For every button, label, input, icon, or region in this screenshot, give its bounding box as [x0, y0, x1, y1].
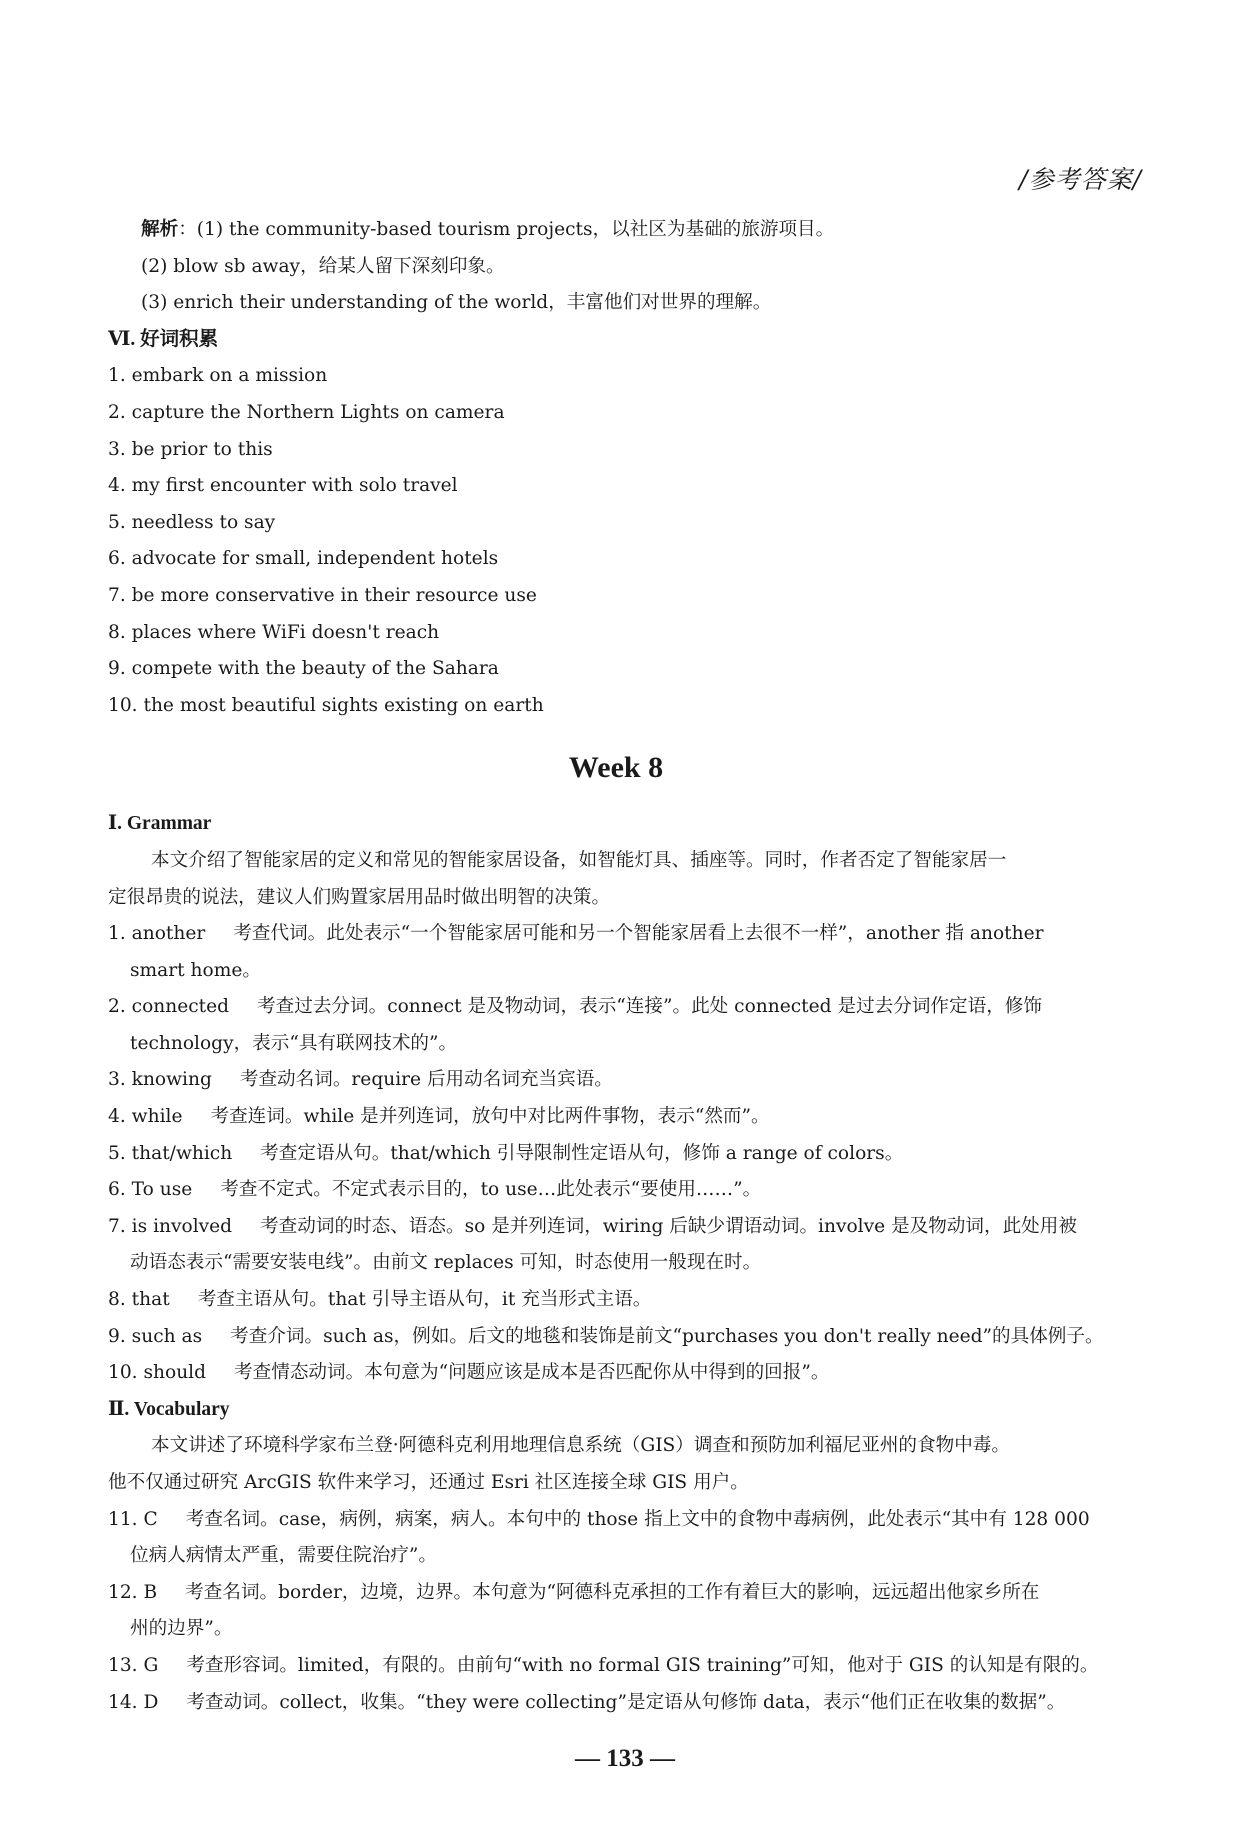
answer-explanation-continued: 位病人病情太严重，需要住院治疗”。 — [130, 1545, 438, 1567]
answer-number: 5. — [108, 1142, 126, 1164]
answer-explanation: 考查名词。border，边境，边界。本句意为“阿德科克承担的工作有着巨大的影响，远远超出他家乡所在 — [185, 1581, 1040, 1603]
vocabulary-intro-line: 本文讲述了环境科学家布兰登·阿德科克利用地理信息系统（GIS）调查和预防加利福尼亚州的食物中毒。 — [151, 1435, 1010, 1457]
answer-item — [108, 1282, 1124, 1319]
good-word-item: 10. the most beautiful sights existing on earth — [108, 694, 544, 716]
grammar-intro-line: 定很昂贵的说法，建议人们购置家居用品时做出明智的决策。 — [108, 886, 611, 908]
answer-item — [108, 989, 1124, 1026]
answer-value: G — [143, 1654, 159, 1676]
answer-number: 1. — [108, 923, 126, 945]
answer-explanation-continued: 州的边界”。 — [130, 1618, 233, 1640]
answer-item — [108, 1099, 1124, 1136]
grammar-answers — [108, 916, 1124, 1392]
answer-item — [108, 1062, 1124, 1099]
answer-explanation: 考查动名词。require 后用动名词充当宾语。 — [239, 1069, 613, 1091]
answer-explanation-continued: 动语态表示“需要安装电线”。由前文 replaces 可知，时态使用一般现在时。 — [130, 1252, 762, 1274]
answer-number: 13. — [108, 1654, 138, 1676]
vocabulary-intro-line: 他不仅通过研究 ArcGIS 软件来学习，还通过 Esri 社区连接全球 GIS 用户。 — [108, 1472, 749, 1493]
answer-value: such as — [131, 1325, 203, 1347]
good-word-item: 2. capture the Northern Lights on camera — [108, 401, 505, 423]
section-heading-grammar: Ⅰ. Grammar — [108, 813, 212, 835]
good-word-item: 4. my first encounter with solo travel — [108, 475, 458, 497]
answer-explanation: 考查代词。此处表示“一个智能家居可能和另一个智能家居看上去很不一样”，another 指 another — [233, 923, 1044, 945]
answer-item — [108, 1502, 1124, 1539]
answer-explanation-continued: smart home。 — [130, 959, 261, 981]
good-word-item: 3. be prior to this — [108, 438, 273, 460]
answer-explanation: 考查定语从句。that/which 引导限制性定语从句，修饰 a range of colors。 — [260, 1142, 904, 1164]
answer-item — [108, 916, 1124, 953]
answer-item — [108, 1648, 1124, 1685]
answer-value: that — [131, 1289, 170, 1311]
answer-item — [108, 1685, 1124, 1722]
answer-number: 8. — [108, 1289, 126, 1311]
analysis-line: (3) enrich their understanding of the world，丰富他们对世界的理解。 — [141, 292, 772, 314]
answer-item — [108, 1355, 1124, 1392]
analysis-line — [108, 212, 1124, 249]
answer-number: 7. — [108, 1215, 126, 1237]
answer-explanation: 考查动词的时态、语态。so 是并列连词，wiring 后缺少谓语动词。involve 是及物动词，此处用被 — [260, 1215, 1077, 1237]
week-title: Week 8 — [568, 751, 664, 785]
answer-value: is involved — [131, 1215, 233, 1237]
answer-value: To use — [131, 1179, 193, 1201]
answer-value: D — [143, 1691, 159, 1713]
answer-value: knowing — [131, 1069, 212, 1091]
answer-number: 9. — [108, 1325, 126, 1347]
answer-explanation: 考查动词。collect，收集。“they were collecting”是定语从句修饰 data，表示“他们正在收集的数据”。 — [186, 1691, 1066, 1713]
section-tag: /参考答案/ — [1019, 165, 1142, 194]
answer-value: C — [143, 1508, 158, 1530]
answer-item — [108, 1136, 1124, 1173]
answer-number: 14. — [108, 1691, 138, 1713]
answer-number: 3. — [108, 1069, 126, 1091]
answer-explanation: 考查连词。while 是并列连词，放句中对比两件事物，表示“然而”。 — [210, 1106, 770, 1128]
analysis-text: ：(1) the community-based tourism projects，以社区为基础的旅游项目。 — [178, 219, 835, 240]
answer-value: while — [131, 1106, 183, 1128]
answer-value: connected — [131, 996, 230, 1018]
good-word-item: 7. be more conservative in their resource use — [108, 584, 537, 606]
page-number: — 133 — — [575, 1745, 675, 1772]
answer-explanation: 考查过去分词。connect 是及物动词，表示“连接”。此处 connected 是过去分词作定语，修饰 — [257, 996, 1042, 1018]
analysis-label: 解析 — [141, 219, 179, 240]
answer-value: B — [143, 1581, 158, 1603]
answer-value: another — [131, 923, 206, 945]
section-heading-vocabulary: Ⅱ. Vocabulary — [108, 1398, 230, 1420]
answer-item — [108, 1172, 1124, 1209]
good-word-item: 5. needless to say — [108, 511, 276, 533]
answer-number: 2. — [108, 996, 126, 1018]
answer-number: 10. — [108, 1362, 138, 1384]
answer-value: that/which — [131, 1142, 233, 1164]
answer-number: 11. — [108, 1508, 138, 1530]
vocabulary-answers — [108, 1502, 1124, 1722]
answer-number: 12. — [108, 1581, 138, 1603]
good-word-item: 1. embark on a mission — [108, 365, 328, 387]
answer-item — [108, 1319, 1124, 1356]
answer-explanation: 考查形容词。limited，有限的。由前句“with no formal GIS training”可知，他对于 GIS 的认知是有限的。 — [186, 1654, 1099, 1676]
answer-explanation: 考查名词。case，病例，病案，病人。本句中的 those 指上文中的食物中毒病例，此处表示“其中有 128 000 — [185, 1508, 1090, 1530]
answer-explanation: 考查不定式。不定式表示目的，to use…此处表示“要使用……”。 — [220, 1179, 762, 1201]
answer-item — [108, 1575, 1124, 1612]
answer-number: 6. — [108, 1179, 126, 1201]
answer-explanation: 考查介词。such as，例如。后文的地毯和装饰是前文“purchases you don't really need”的具体例子。 — [230, 1325, 1104, 1347]
answer-content — [108, 212, 1124, 1721]
section-heading-good-words: Ⅵ. 好词积累 — [108, 328, 219, 350]
answer-explanation-continued: technology，表示“具有联网技术的”。 — [130, 1032, 458, 1054]
good-words-list — [108, 358, 1124, 724]
answer-number: 4. — [108, 1106, 126, 1128]
grammar-intro-line: 本文介绍了智能家居的定义和常见的智能家居设备，如智能灯具、插座等。同时，作者否定了智能家居一 — [151, 849, 1007, 871]
answer-explanation: 考查情态动词。本句意为“问题应该是成本是否匹配你从中得到的回报”。 — [234, 1362, 830, 1384]
analysis-line: (2) blow sb away，给某人留下深刻印象。 — [141, 255, 505, 277]
good-word-item: 6. advocate for small, independent hotels — [108, 548, 499, 570]
answer-value: should — [143, 1362, 207, 1384]
answer-explanation: 考查主语从句。that 引导主语从句，it 充当形式主语。 — [197, 1289, 652, 1311]
answer-item — [108, 1209, 1124, 1246]
good-word-item: 8. places where WiFi doesn't reach — [108, 621, 440, 643]
good-word-item: 9. compete with the beauty of the Sahara — [108, 658, 499, 680]
